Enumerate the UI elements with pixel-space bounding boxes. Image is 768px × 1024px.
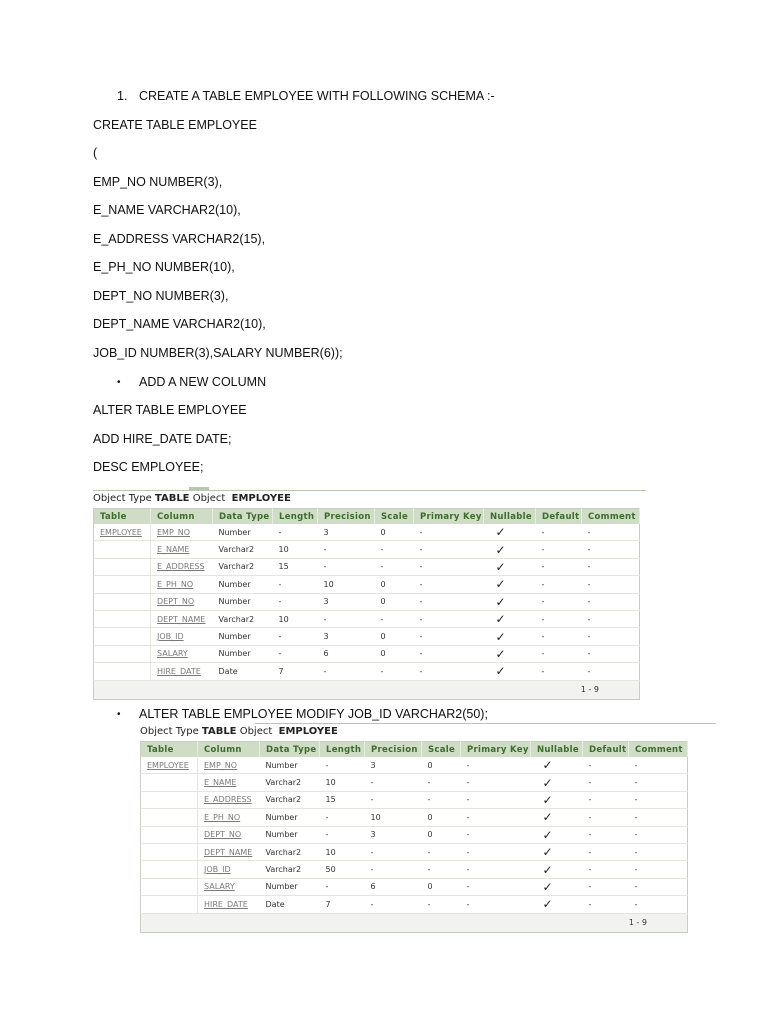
table-cell: 10 (318, 576, 375, 593)
list-number: 1. (117, 89, 128, 103)
table-cell: - (365, 861, 422, 878)
object-type-value: TABLE (154, 493, 190, 504)
check-icon: ✓ (484, 576, 536, 593)
column-name-link[interactable]: DEPT_NO (198, 826, 260, 843)
table-cell: - (273, 593, 318, 610)
column-name-link[interactable]: DEPT_NO (151, 593, 213, 610)
table-cell: - (461, 791, 531, 808)
column-header: Nullable (484, 509, 536, 525)
table-row (94, 576, 640, 593)
column-header: Primary Key (414, 509, 484, 525)
table-cell: - (365, 896, 422, 913)
column-name-link[interactable]: E_NAME (198, 774, 260, 791)
check-icon: ✓ (484, 541, 536, 558)
alter-line: DESC EMPLOYEE; (93, 460, 204, 474)
alter-line: ADD HIRE_DATE DATE; (93, 432, 232, 446)
column-header: Column (151, 509, 213, 525)
code-line: E_PH_NO NUMBER(10), (93, 260, 235, 274)
table-name-link[interactable] (141, 809, 198, 826)
table-cell: - (536, 593, 582, 610)
table-cell: - (461, 843, 531, 860)
table-cell: 7 (273, 663, 318, 680)
column-name-link[interactable]: E_PH_NO (198, 809, 260, 826)
table-name-link[interactable]: EMPLOYEE (94, 524, 151, 541)
table-cell: - (629, 809, 688, 826)
check-icon: ✓ (484, 524, 536, 541)
table-cell: 0 (422, 809, 461, 826)
table-cell: - (414, 576, 484, 593)
numbered-heading (117, 88, 495, 104)
table-cell: 15 (273, 558, 318, 575)
column-header: Table (94, 509, 151, 525)
check-icon: ✓ (484, 663, 536, 680)
table-row (94, 663, 640, 680)
column-header: Scale (422, 742, 461, 758)
table-cell: - (461, 826, 531, 843)
column-header: Default (583, 742, 629, 758)
column-header: Column (198, 742, 260, 758)
table-name-link[interactable] (94, 576, 151, 593)
table-cell: - (461, 774, 531, 791)
table-name-link[interactable] (94, 541, 151, 558)
table-row (141, 861, 688, 878)
column-header: Data Type (260, 742, 320, 758)
table-row (94, 593, 640, 610)
table-row (94, 524, 640, 541)
table-cell: - (536, 610, 582, 627)
column-name-link[interactable]: DEPT_NAME (198, 843, 260, 860)
table-cell: - (583, 896, 629, 913)
bullet-item (117, 706, 488, 723)
column-name-link[interactable]: E_ADDRESS (198, 791, 260, 808)
table-cell: - (583, 861, 629, 878)
table-cell: 3 (318, 628, 375, 645)
columns-table (93, 508, 640, 681)
table-cell: - (461, 896, 531, 913)
table-cell: 10 (365, 809, 422, 826)
table-cell: 0 (422, 878, 461, 895)
check-icon: ✓ (484, 610, 536, 627)
table-cell: Varchar2 (213, 558, 273, 575)
object-header (140, 723, 688, 741)
table-cell: - (375, 541, 414, 558)
table-cell: - (461, 757, 531, 774)
table-cell: - (582, 610, 640, 627)
table-cell: - (583, 809, 629, 826)
table-cell: 0 (422, 826, 461, 843)
check-icon: ✓ (531, 861, 583, 878)
check-icon: ✓ (531, 809, 583, 826)
table-cell: - (582, 541, 640, 558)
table-cell: - (414, 663, 484, 680)
table-name-link[interactable] (141, 774, 198, 791)
heading-text: CREATE A TABLE EMPLOYEE WITH FOLLOWING SCHEMA :- (139, 89, 495, 103)
column-name-link[interactable]: DEPT_NAME (151, 610, 213, 627)
code-line: EMP_NO NUMBER(3), (93, 175, 223, 189)
table-cell: - (375, 663, 414, 680)
table-cell: - (582, 645, 640, 662)
table-cell: - (320, 757, 365, 774)
column-name-link[interactable]: JOB_ID (198, 861, 260, 878)
table-cell: Number (260, 809, 320, 826)
table-name-link[interactable] (141, 878, 198, 895)
table-name-link[interactable] (94, 610, 151, 627)
columns-table (140, 741, 688, 914)
code-line: JOB_ID NUMBER(3),SALARY NUMBER(6)); (93, 346, 343, 360)
table-cell: - (273, 628, 318, 645)
column-name-link[interactable]: HIRE_DATE (198, 896, 260, 913)
table-cell: 7 (320, 896, 365, 913)
table-cell: - (629, 861, 688, 878)
table-cell: - (414, 593, 484, 610)
bullet-text: ADD A NEW COLUMN (139, 375, 267, 389)
check-icon: ✓ (531, 791, 583, 808)
table-cell: Varchar2 (260, 861, 320, 878)
column-name-link[interactable]: EMP_NO (198, 757, 260, 774)
table-cell: Varchar2 (260, 843, 320, 860)
table-cell: - (422, 896, 461, 913)
table-cell: - (318, 541, 375, 558)
table-cell: - (375, 610, 414, 627)
table-cell: - (536, 558, 582, 575)
table-cell: 50 (320, 861, 365, 878)
object-type-label: Object Type (140, 726, 199, 737)
table-cell: - (582, 558, 640, 575)
code-line: DEPT_NO NUMBER(3), (93, 289, 229, 303)
table-cell: - (375, 558, 414, 575)
check-icon: ✓ (531, 757, 583, 774)
table-cell: - (629, 843, 688, 860)
table-cell: - (320, 826, 365, 843)
column-name-link[interactable]: E_NAME (151, 541, 213, 558)
object-value: EMPLOYEE (278, 726, 338, 737)
table-cell: - (629, 774, 688, 791)
table-cell: - (414, 541, 484, 558)
table-name-link[interactable] (141, 791, 198, 808)
table-cell: Varchar2 (260, 791, 320, 808)
table-row (94, 558, 640, 575)
table-cell: - (414, 558, 484, 575)
table-body (141, 757, 688, 913)
table-name-link[interactable] (94, 593, 151, 610)
column-header: Comment (582, 509, 640, 525)
check-icon: ✓ (531, 826, 583, 843)
table-cell: 3 (318, 524, 375, 541)
table-cell: - (414, 610, 484, 627)
table-cell: 6 (318, 645, 375, 662)
table-cell: Date (213, 663, 273, 680)
table-header (141, 742, 688, 758)
table-cell: - (583, 791, 629, 808)
check-icon: ✓ (531, 878, 583, 895)
table-cell: 0 (375, 645, 414, 662)
code-line: ( (93, 146, 98, 160)
check-icon: ✓ (531, 843, 583, 860)
table-cell: Number (213, 524, 273, 541)
table-cell: - (583, 757, 629, 774)
check-icon: ✓ (484, 558, 536, 575)
table-cell: - (461, 861, 531, 878)
table-cell: 0 (375, 593, 414, 610)
code-line: E_NAME VARCHAR2(10), (93, 203, 241, 217)
table-row (141, 878, 688, 895)
table-cell: 3 (318, 593, 375, 610)
table-cell: - (365, 791, 422, 808)
pagination: 1 - 9 (140, 914, 688, 933)
check-icon: ✓ (531, 774, 583, 791)
table-cell: - (583, 826, 629, 843)
code-line: DEPT_NAME VARCHAR2(10), (93, 317, 266, 331)
table-cell: Number (260, 826, 320, 843)
bullet-icon: • (117, 377, 121, 388)
column-header: Primary Key (461, 742, 531, 758)
table-cell: - (414, 524, 484, 541)
modified-table-screenshot (140, 723, 688, 933)
table-row (94, 628, 640, 645)
table-cell: - (318, 558, 375, 575)
column-name-link[interactable]: E_PH_NO (151, 576, 213, 593)
table-cell: - (414, 645, 484, 662)
table-cell: 0 (375, 524, 414, 541)
table-name-link[interactable] (141, 826, 198, 843)
table-cell: - (536, 524, 582, 541)
bullet-item (117, 374, 266, 391)
table-cell: - (536, 628, 582, 645)
table-header (94, 509, 640, 525)
table-name-link[interactable] (94, 558, 151, 575)
table-cell: - (582, 576, 640, 593)
table-cell: - (629, 757, 688, 774)
column-header: Length (320, 742, 365, 758)
table-cell: - (318, 663, 375, 680)
describe-table-screenshot (93, 490, 640, 700)
object-value: EMPLOYEE (231, 493, 291, 504)
table-cell: 10 (273, 610, 318, 627)
table-cell: - (422, 843, 461, 860)
object-header (93, 490, 640, 508)
table-cell: Number (213, 645, 273, 662)
table-row (141, 774, 688, 791)
column-name-link[interactable]: SALARY (198, 878, 260, 895)
table-cell: - (536, 541, 582, 558)
column-header: Data Type (213, 509, 273, 525)
table-cell: 3 (365, 826, 422, 843)
table-name-link[interactable] (94, 645, 151, 662)
table-cell: - (583, 878, 629, 895)
column-name-link[interactable]: SALARY (151, 645, 213, 662)
table-cell: Number (260, 878, 320, 895)
column-header: Scale (375, 509, 414, 525)
table-cell: - (365, 774, 422, 791)
table-cell: - (629, 878, 688, 895)
table-row (94, 645, 640, 662)
column-header: Precision (365, 742, 422, 758)
table-cell: - (320, 878, 365, 895)
table-cell: Number (213, 628, 273, 645)
table-cell: - (414, 628, 484, 645)
alter-line: ALTER TABLE EMPLOYEE (93, 403, 247, 417)
column-header: Precision (318, 509, 375, 525)
pagination: 1 - 9 (93, 681, 640, 700)
table-body (94, 524, 640, 680)
table-cell: - (461, 809, 531, 826)
table-row (94, 541, 640, 558)
code-line: E_ADDRESS VARCHAR2(15), (93, 232, 266, 246)
column-header: Length (273, 509, 318, 525)
table-cell: Varchar2 (213, 541, 273, 558)
object-type-label: Object Type (93, 493, 152, 504)
column-header: Comment (629, 742, 688, 758)
table-name-link[interactable] (94, 628, 151, 645)
table-cell: Date (260, 896, 320, 913)
table-cell: - (536, 576, 582, 593)
check-icon: ✓ (531, 896, 583, 913)
table-cell: 0 (422, 757, 461, 774)
table-cell: - (461, 878, 531, 895)
table-name-link[interactable] (141, 896, 198, 913)
column-header: Table (141, 742, 198, 758)
bullet-icon: • (117, 709, 121, 720)
table-cell: Varchar2 (260, 774, 320, 791)
check-icon: ✓ (484, 628, 536, 645)
table-cell: - (273, 645, 318, 662)
table-row (141, 809, 688, 826)
table-cell: 0 (375, 628, 414, 645)
table-cell: - (582, 628, 640, 645)
table-cell: - (422, 861, 461, 878)
table-cell: Varchar2 (213, 610, 273, 627)
table-cell: - (629, 791, 688, 808)
table-cell: 0 (375, 576, 414, 593)
column-name-link[interactable]: EMP_NO (151, 524, 213, 541)
table-cell: - (629, 896, 688, 913)
table-cell: 10 (273, 541, 318, 558)
table-cell: - (365, 843, 422, 860)
table-cell: - (629, 826, 688, 843)
column-name-link[interactable]: HIRE_DATE (151, 663, 213, 680)
table-name-link[interactable]: EMPLOYEE (141, 757, 198, 774)
check-icon: ✓ (484, 645, 536, 662)
table-cell: - (536, 645, 582, 662)
column-name-link[interactable]: JOB_ID (151, 628, 213, 645)
table-row (94, 610, 640, 627)
table-cell: 10 (320, 774, 365, 791)
code-line: CREATE TABLE EMPLOYEE (93, 118, 257, 132)
table-cell: Number (213, 593, 273, 610)
table-cell: - (582, 663, 640, 680)
table-row (141, 791, 688, 808)
table-cell: Number (260, 757, 320, 774)
table-cell: - (582, 524, 640, 541)
check-icon: ✓ (484, 593, 536, 610)
table-row (141, 896, 688, 913)
table-cell: - (422, 791, 461, 808)
table-cell: Number (213, 576, 273, 593)
table-name-link[interactable] (141, 861, 198, 878)
table-cell: - (320, 809, 365, 826)
bullet-text: ALTER TABLE EMPLOYEE MODIFY JOB_ID VARCHAR2(50); (139, 707, 488, 721)
column-header: Default (536, 509, 582, 525)
table-row (141, 757, 688, 774)
table-cell: - (536, 663, 582, 680)
table-cell: - (273, 576, 318, 593)
table-row (141, 826, 688, 843)
column-header: Nullable (531, 742, 583, 758)
table-cell: - (583, 774, 629, 791)
object-type-value: TABLE (201, 726, 237, 737)
table-cell: - (582, 593, 640, 610)
table-cell: 15 (320, 791, 365, 808)
table-name-link[interactable] (94, 663, 151, 680)
object-label: Object (192, 493, 226, 504)
column-name-link[interactable]: E_ADDRESS (151, 558, 213, 575)
table-cell: - (422, 774, 461, 791)
object-label: Object (239, 726, 273, 737)
table-cell: - (318, 610, 375, 627)
table-cell: 3 (365, 757, 422, 774)
table-cell: - (273, 524, 318, 541)
table-cell: 10 (320, 843, 365, 860)
table-row (141, 843, 688, 860)
table-name-link[interactable] (141, 843, 198, 860)
table-cell: 6 (365, 878, 422, 895)
table-cell: - (583, 843, 629, 860)
